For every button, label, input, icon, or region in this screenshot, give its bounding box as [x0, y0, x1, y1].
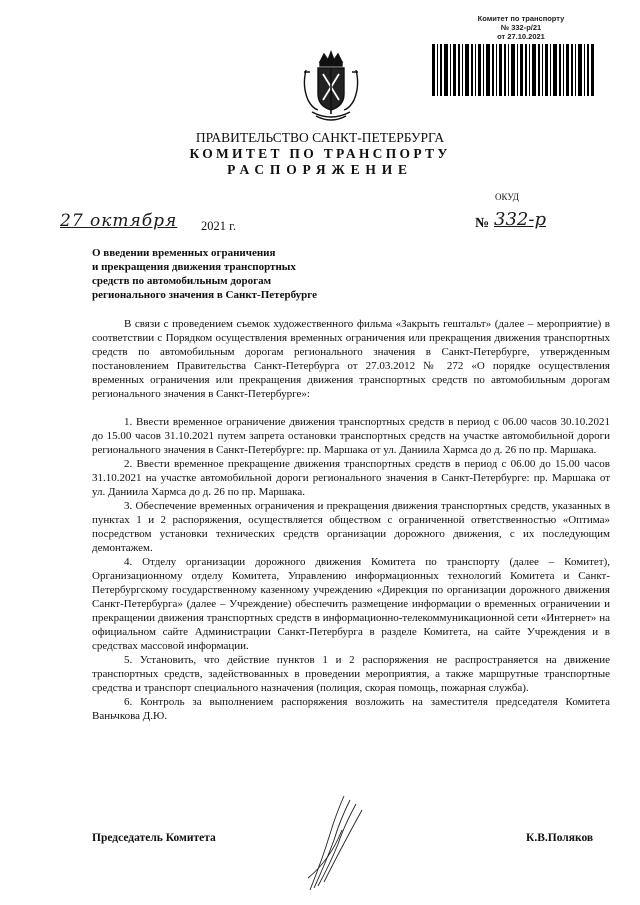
document-subject	[92, 246, 392, 302]
subject-line: и прекращения движения транспортных	[92, 261, 296, 273]
number-sign: №	[475, 216, 490, 231]
date-year: 2021 г.	[201, 219, 236, 233]
handwritten-signature	[300, 790, 370, 894]
clause-5: 5. Установить, что действие пунктов 1 и 2 распоряжения не распространяется на движение транспортных средств, задействованных в проведении мероприятия, а также маршрутные транспортные средства и транспорт специального назначения (полиция, скорая помощь, пожарная служба).	[92, 654, 610, 694]
signatory-title: Председатель Комитета	[92, 832, 216, 844]
barcode	[432, 44, 594, 96]
stamp-line-committee: Комитет по транспорту	[477, 14, 565, 23]
clause-2: 2. Ввести временное прекращение движения транспортных средств в период с 06.00 до 15.00 часов 31.10.2021 на участке автомобильной дороги регионального значения в Санкт-Петербурге: пр. Маршака от ул. Даниила Хармса до д. 26 по пр. Маршака.	[92, 458, 610, 498]
stamp-line-date: от 27.10.2021	[497, 32, 545, 41]
stamp-line-number: № 332-р/21	[500, 23, 542, 32]
document-type: РАСПОРЯЖЕНИЕ	[227, 162, 413, 177]
clause-4: 4. Отделу организации дорожного движения Комитета по транспорту (далее – Комитет), Организационному отделу Комитета, Управлению информационных технологий Комитета и Санкт-Петербургскому государственному казенному учреждению «Дирекция по организации дорожного движения Санкт-Петербурга» (далее – Учреждение) обеспечить размещение информации о временных ограничении и прекращении движения транспортных средств в информационно-телекоммуникационной сети «Интернет» на официальном сайте Администрации Санкт-Петербурга в разделе Комитета, на сайте Учреждения и в средствах массовой информации.	[92, 556, 610, 652]
subject-line: О введении временных ограничения	[92, 247, 276, 259]
handwritten-number: 332-р	[494, 209, 546, 230]
clause-3: 3. Обеспечение временных ограничения и прекращения движения транспортных средств, указанных в пунктах 1 и 2 распоряжения, осуществляется обществом с ограниченной ответственностью «Оптима» посредством установки технических средств организации дорожного движения, с их последующим демонтажем.	[92, 500, 610, 554]
okud-label: ОКУД	[495, 192, 519, 202]
coat-of-arms-emblem	[298, 50, 364, 126]
committee-name: КОМИТЕТ ПО ТРАНСПОРТУ	[189, 146, 451, 161]
government-name: ПРАВИТЕЛЬСТВО САНКТ-ПЕТЕРБУРГА	[195, 130, 445, 145]
registration-stamp	[448, 14, 594, 41]
preamble-paragraph: В связи с проведением съемок художественного фильма «Закрыть гештальт» (далее – мероприятие) в соответствии с Порядком осуществления временных ограничения или прекращения движения транспортных средств по автомобильным дорогам регионального значения в Санкт-Петербурге, утвержденным постановлением Правительства Санкт-Петербурга от 27.03.2012 № 272 «О порядке осуществления временных ограничения или прекращения движения транспортных средств по автомобильным дорогам регионального значения в Санкт-Петербурге»:	[92, 318, 610, 400]
document-body	[92, 317, 610, 723]
subject-line: регионального значения в Санкт-Петербурге	[92, 289, 317, 301]
subject-line: средств по автомобильным дорогам	[92, 275, 272, 287]
signatory-name: К.В.Поляков	[526, 832, 594, 844]
handwritten-date: 27 октября	[60, 211, 178, 231]
clause-6: 6. Контроль за выполнением распоряжения возложить на заместителя председателя Комитета Ваньчкова Д.Ю.	[92, 696, 610, 722]
clause-1: 1. Ввести временное ограничение движения транспортных средств в период с 06.00 часов 30.10.2021 до 15.00 часов 31.10.2021 путем запрета остановки транспортных средств на участке автомобильной дороги регионального значения в Санкт-Петербурге: пр. Маршака от ул. Даниила Хармса до д. 26 по пр. Маршака.	[92, 416, 610, 456]
